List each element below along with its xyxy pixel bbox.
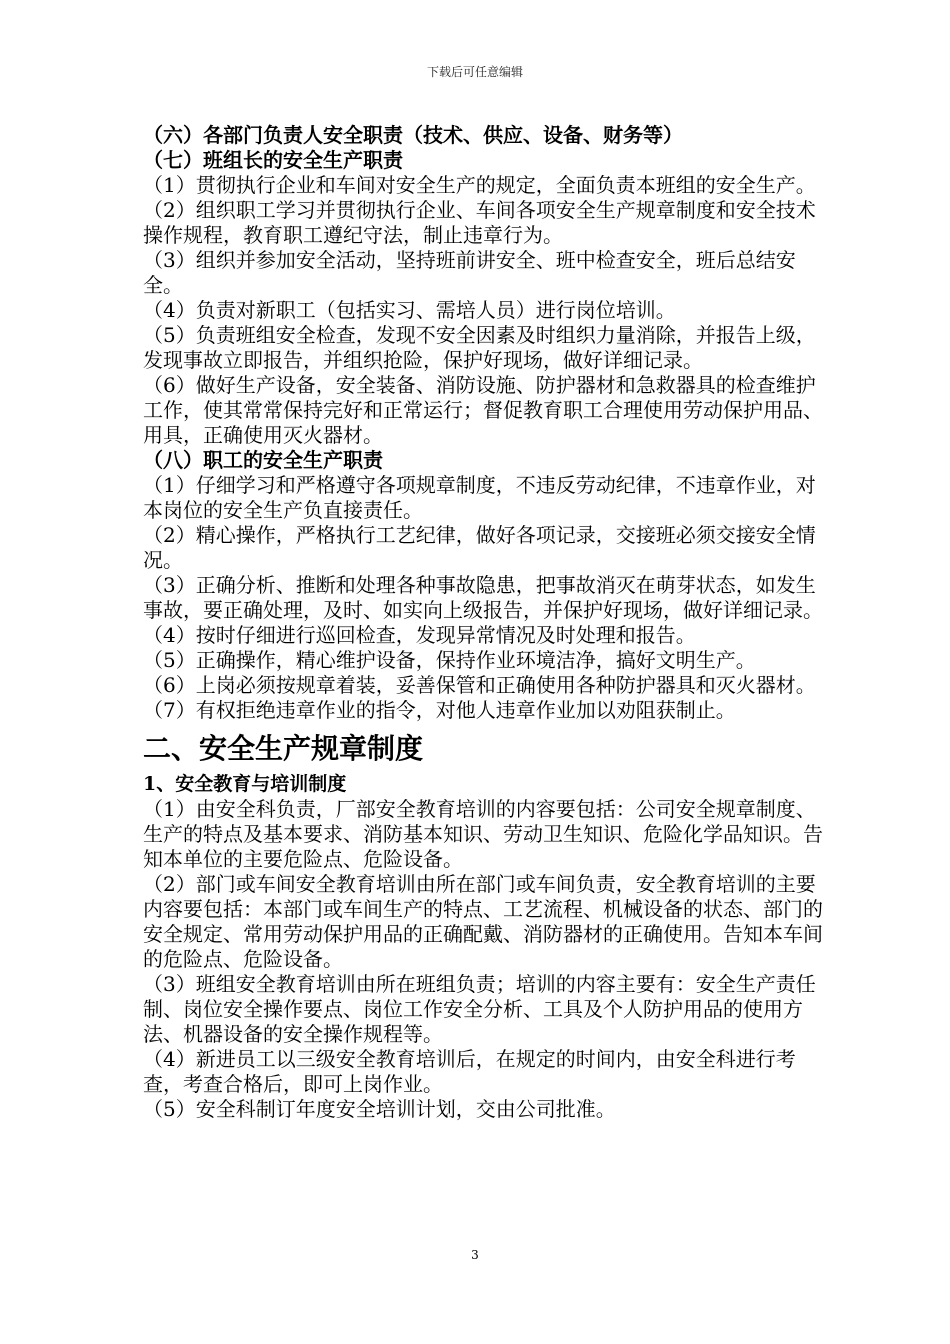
subsection-1-item-2: （2）部门或车间安全教育培训由所在部门或车间负责，安全教育培训的主要内容要包括：本部门或车间生产的特点、工艺流程、机械设备的状态、部门的安全规定、常用劳动保护用品的正确配戴、消防器材的正确使用。告知本车间的危险点、危险设备。	[143, 872, 823, 971]
section-7-item-3: （3）组织并参加安全活动，坚持班前讲安全、班中检查安全，班后总结安全。	[143, 248, 796, 297]
section-8-heading: （八）职工的安全生产职责	[143, 448, 383, 472]
section-8-item-7: （7）有权拒绝违章作业的指令，对他人违章作业加以劝阻获制止。	[143, 698, 736, 722]
section-7-item-6: （6）做好生产设备，安全装备、消防设施、防护器材和急救器具的检查维护工作，使其常常保持完好和正常运行；督促教育职工合理使用劳动保护用品、用具，正确使用灭火器材。	[143, 373, 823, 447]
subsection-1-item-1: （1）由安全科负责，厂部安全教育培训的内容要包括：公司安全规章制度、生产的特点及基本要求、消防基本知识、劳动卫生知识、危险化学品知识。告知本单位的主要危险点、危险设备。	[143, 797, 823, 871]
subsection-1-item-4: （4）新进员工以三级安全教育培训后，在规定的时间内，由安全科进行考查，考查合格后，即可上岗作业。	[143, 1047, 796, 1096]
section-8-item-4: （4）按时仔细进行巡回检查，发现异常情况及时处理和报告。	[143, 623, 696, 647]
section-7-item-2: （2）组织职工学习并贯彻执行企业、车间各项安全生产规章制度和安全技术操作规程，教育职工遵纪守法，制止违章行为。	[143, 198, 816, 247]
section-8-item-2: （2）精心操作，严格执行工艺纪律，做好各项记录，交接班必须交接安全情况。	[143, 523, 816, 572]
section-7-item-4: （4）负责对新职工（包括实习、需培人员）进行岗位培训。	[143, 298, 676, 322]
subsection-1-item-3: （3）班组安全教育培训由所在班组负责；培训的内容主要有：安全生产责任制、岗位安全操作要点、岗位工作安全分析、工具及个人防护用品的使用方法、机器设备的安全操作规程等。	[143, 972, 816, 1046]
header-note: 下载后可任意编辑	[426, 65, 523, 79]
chapter-2-heading: 二、安全生产规章制度	[143, 732, 424, 765]
section-8-item-6: （6）上岗必须按规章着装，妥善保管和正确使用各种防护器具和灭火器材。	[143, 673, 816, 697]
section-7-item-1: （1）贯彻执行企业和车间对安全生产的规定，全面负责本班组的安全生产。	[143, 173, 816, 197]
section-7-item-5: （5）负责班组安全检查，发现不安全因素及时组织力量消除，并报告上级，发现事故立即报告，并组织抢险，保护好现场，做好详细记录。	[143, 323, 816, 372]
section-8-item-1: （1）仔细学习和严格遵守各项规章制度，不违反劳动纪律，不违章作业，对本岗位的安全生产负直接责任。	[143, 473, 816, 522]
section-7-heading: （七）班组长的安全生产职责	[143, 148, 403, 172]
section-6-heading: （六）各部门负责人安全职责（技术、供应、设备、财务等）	[143, 123, 683, 147]
subsection-1-heading: 1、安全教育与培训制度	[143, 773, 347, 795]
section-8-item-3: （3）正确分析、推断和处理各种事故隐患，把事故消灭在萌芽状态，如发生事故，要正确处理，及时、如实向上级报告，并保护好现场，做好详细记录。	[143, 573, 823, 622]
page-number: 3	[471, 1248, 479, 1262]
document-body	[143, 123, 823, 1122]
section-8-item-5: （5）正确操作，精心维护设备，保持作业环境洁净，搞好文明生产。	[143, 648, 756, 672]
subsection-1-item-5: （5）安全科制订年度安全培训计划，交由公司批准。	[143, 1097, 616, 1121]
